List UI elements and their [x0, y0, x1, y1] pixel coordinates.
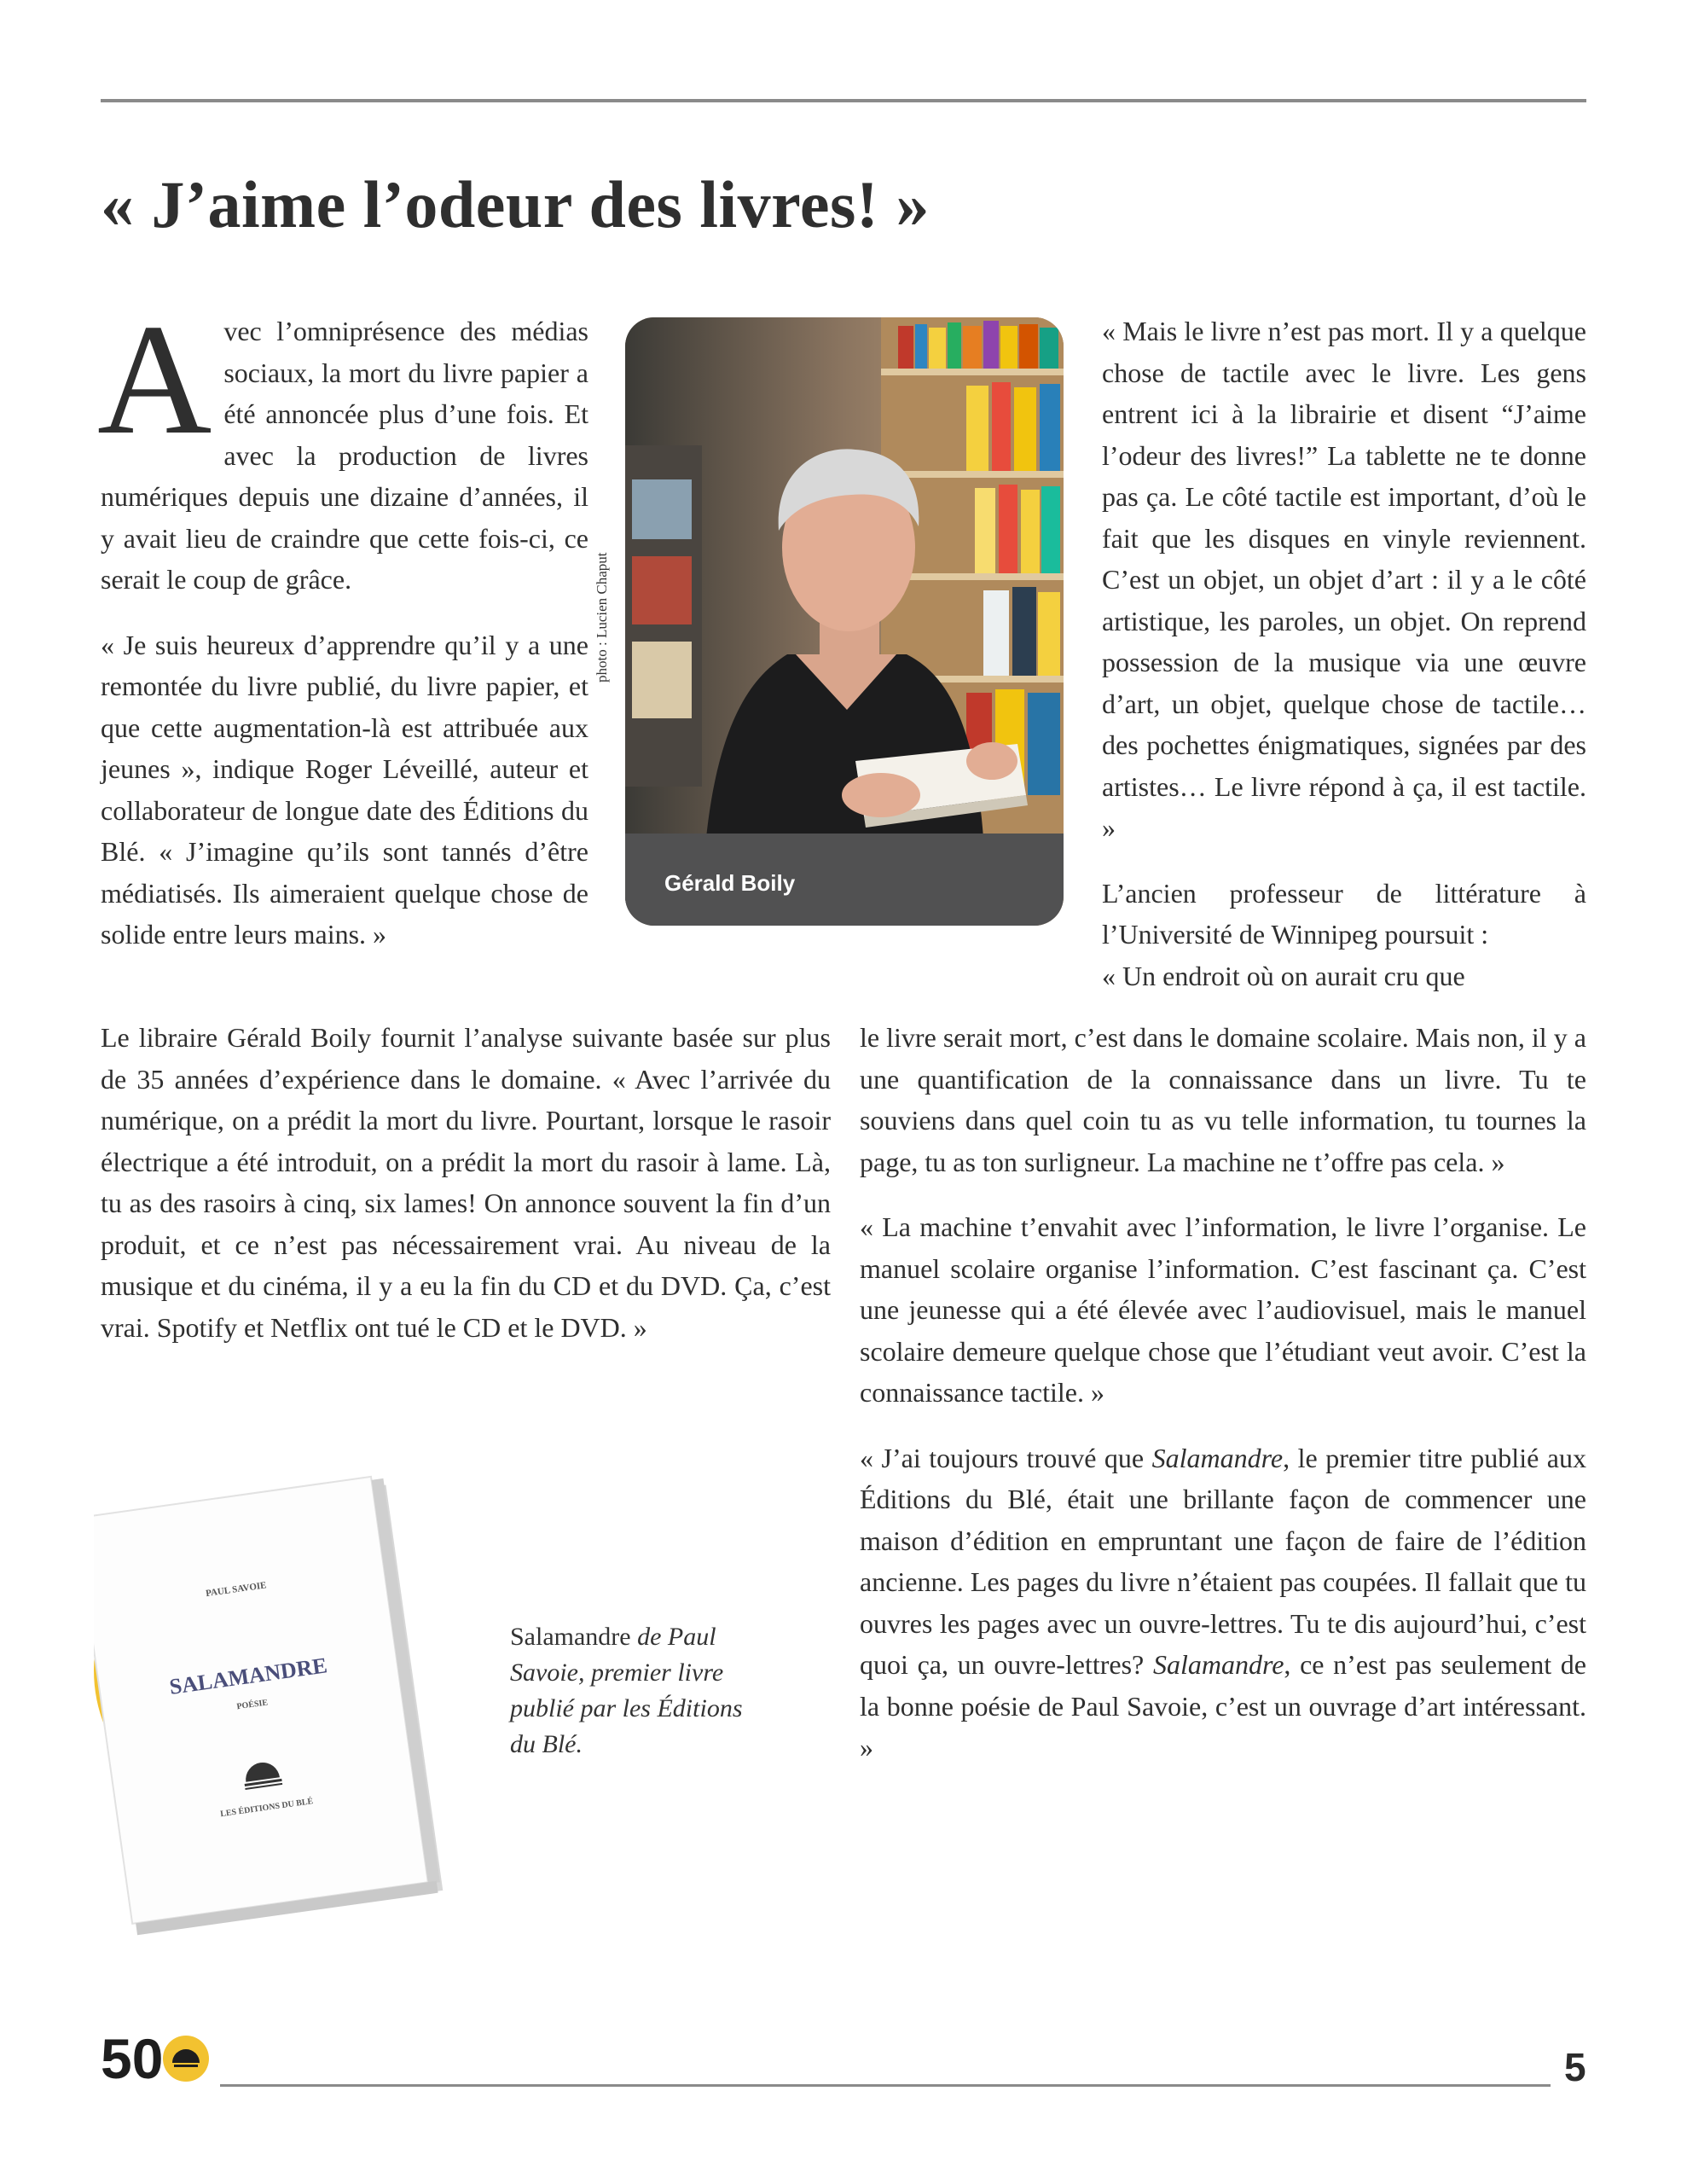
- book-title: SALAMANDRE: [167, 1653, 329, 1699]
- intro-text: vec l’omniprésence des médias sociaux, la mort du livre papier a été annoncée plus d’une fois. Et avec la production de livres numériques depuis une dizaine d’années, il y avait lieu de craindre que cette fois-ci, ce serait le coup de grâce.: [101, 316, 588, 595]
- book-genre: POÉSIE: [235, 1698, 269, 1712]
- intro-paragraph: [97, 292, 588, 601]
- top-rule: [101, 99, 1586, 102]
- book-caption-title: Salamandre: [510, 1623, 631, 1651]
- photo-credit: photo : Lucien Chaput: [594, 552, 610, 682]
- paragraph-machine: « La machine t’envahit avec l’information, le livre l’organise. Le manuel scolaire organise l’information. C’est fascinant ça. C’est une jeunesse qui a été élevée avec l’audiovisuel, mais le manuel scolaire demeure quelque chose que l’étudiant veut avoir. C’est la connaissance tactile. »: [860, 1211, 1586, 1408]
- photo-caption: Gérald Boily: [664, 870, 796, 896]
- article-title: « J’aime l’odeur des livres! »: [101, 167, 930, 241]
- book-caption-text: de Paul Savoie, premier livre publié par les Éditions du Blé.: [510, 1623, 743, 1758]
- salamandre-text-3: , ce n’est pas seulement de la bonne poésie de Paul Savoie, c’est un ouvrage d’art intéressant. »: [860, 1649, 1587, 1763]
- page-number: 5: [1564, 2045, 1586, 2089]
- photo-caption-bar: [625, 834, 1064, 926]
- paragraph-professeur-quote-start: « Un endroit où on aurait cru que: [1102, 960, 1465, 991]
- salamandre-text-1: « J’ai toujours trouvé que: [860, 1442, 1152, 1473]
- logo-50-text: 50: [101, 2030, 164, 2085]
- right-column-top: [1102, 311, 1586, 996]
- salamandre-text-2: , le premier titre publié aux Éditions du Blé, était une brillante façon de commencer une maison d’édition en empruntant une façon de faire de l’édition ancienne. Les pages du livre n’étaient pas coupées. Il fallait que tu ouvres les pages avec un ouvre-lettres. Tu te dis aujourd’hui, c’est quoi ça, un ouvre-lettres?: [860, 1442, 1587, 1680]
- logo-50: [101, 2030, 212, 2085]
- paragraph-salamandre: [860, 1438, 1586, 1769]
- book-author: PAUL SAVOIE: [205, 1580, 268, 1600]
- salamandre-title-2: Salamandre: [1152, 1649, 1284, 1680]
- book-publisher: LES ÉDITIONS DU BLÉ: [219, 1797, 314, 1820]
- paragraph-scolaire: le livre serait mort, c’est dans le domaine scolaire. Mais non, il y a une quantification de la connaissance dans un livre. Tu te souviens dans quel coin tu as vu telle information, tu tournes la page, tu as ton surligneur. La machine ne t’offre pas cela. »: [860, 1022, 1586, 1177]
- paragraph-boily: Le libraire Gérald Boily fournit l’analyse suivante basée sur plus de 35 années d’expérience dans le domaine. « Avec l’arrivée du numérique, on a prédit la mort du livre. Pourtant, lorsque le rasoir électrique a été introduit, on a prédit la mort du rasoir à lame. Là, tu as des rasoirs à cinq, six lames! On annonce souvent la fin d’un produit, et ce n’est pas nécessairement vrai. Au niveau de la musique et du cinéma, il y a eu la fin du CD et du DVD. Ça, c’est vrai. Spotify et Netflix ont tué le CD et le DVD. »: [101, 1022, 831, 1343]
- book-caption: [510, 1619, 766, 1763]
- footer-rule: [220, 2084, 1551, 2087]
- salamandre-title-1: Salamandre: [1151, 1442, 1284, 1473]
- book-salamandre-image: [94, 1450, 520, 1945]
- paragraph-professeur: L’ancien professeur de littérature à l’Université de Winnipeg poursuit :: [1102, 877, 1586, 950]
- paragraph-leveille: « Je suis heureux d’apprendre qu’il y a une remontée du livre publié, du livre papier, et que cette augmentation-là est attribuée aux jeunes », indique Roger Léveillé, auteur et collaborateur de longue date des Éditions du Blé. « J’imagine qu’ils sont tannés d’être médiatisés. Ils aimeraient quelque chose de solide entre leurs mains. »: [101, 629, 588, 950]
- drop-cap: A: [97, 292, 212, 468]
- paragraph-tactile: « Mais le livre n’est pas mort. Il y a quelque chose de tactile avec le livre. Les gens entrent ici à la librairie et disent “J’aime l’odeur des livres!” La tablette ne te donne pas ça. Le côté tactile est important, d’où le fait que les disques en vinyle reviennent. C’est un objet, un objet d’art : il y a le côté artistique, les paroles, un objet. On reprend possession de la musique via une œuvre d’art, un objet, quelque chose de tactile… des pochettes énigmatiques, signées par des artistes… Le livre répond à ça, il est tactile. »: [1102, 316, 1586, 843]
- photo-gerald-boily: [625, 317, 1064, 926]
- left-column-top: [97, 292, 588, 979]
- left-column-bottom: [101, 1017, 831, 1372]
- right-column-bottom: [860, 1017, 1586, 1792]
